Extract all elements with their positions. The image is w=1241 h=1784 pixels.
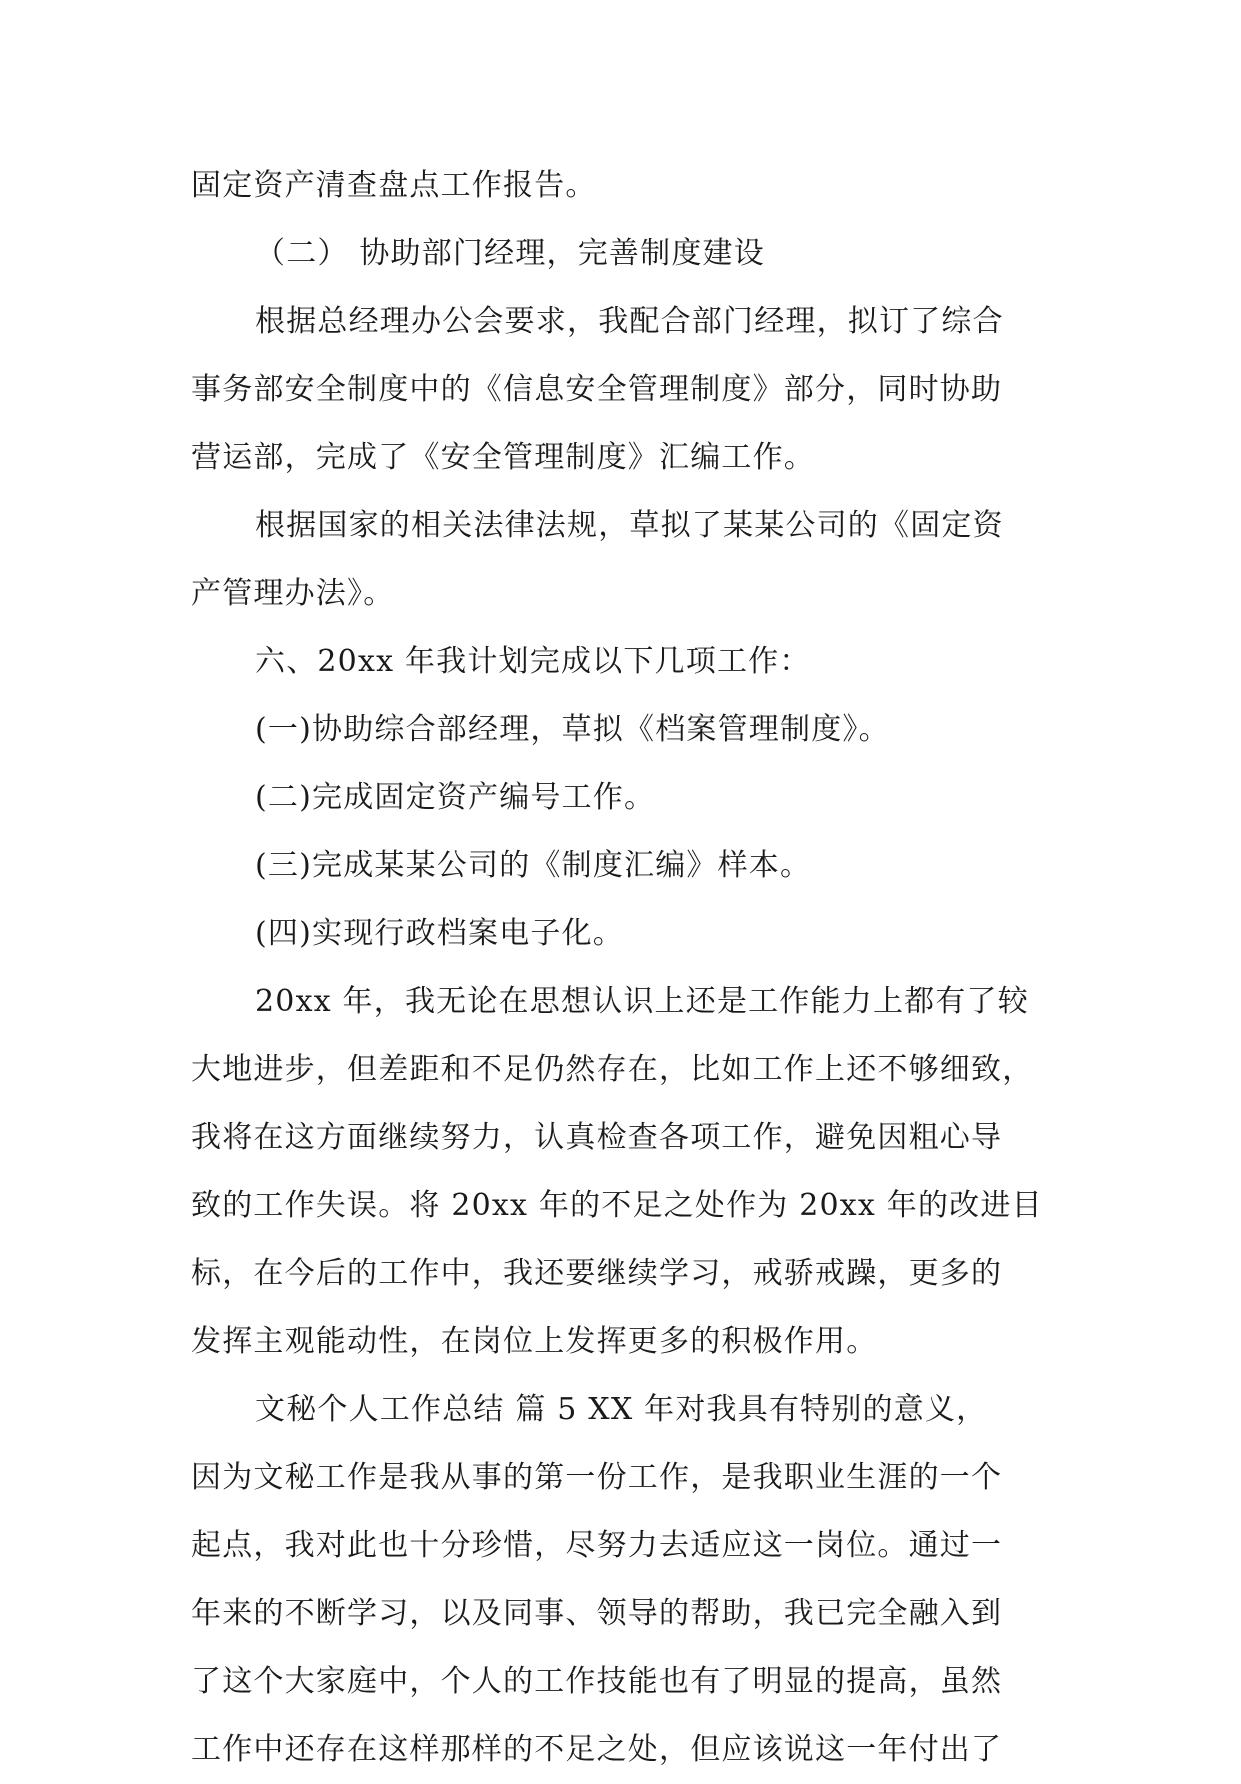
text-line: 标，在今后的工作中，我还要继续学习，戒骄戒躁，更多的: [191, 1256, 1003, 1291]
text-line: 我将在这方面继续努力，认真检查各项工作，避免因粗心导: [191, 1120, 1003, 1155]
text-line: 20xx 年，我无论在思想认识上还是工作能力上都有了较: [255, 984, 1029, 1019]
text-line: 工作中还存在这样那样的不足之处，但应该说这一年付出了: [191, 1732, 1003, 1767]
text-line: 营运部，完成了《安全管理制度》汇编工作。: [191, 440, 815, 475]
text-line: 六、20xx 年我计划完成以下几项工作：: [255, 644, 811, 679]
text-line: 大地进步，但差距和不足仍然存在，比如工作上还不够细致，: [191, 1052, 1034, 1087]
text-line: 致的工作失误。将 20xx 年的不足之处作为 20xx 年的改进目: [191, 1188, 1043, 1223]
text-line: (四)实现行政档案电子化。: [255, 916, 625, 951]
text-line: 了这个大家庭中，个人的工作技能也有了明显的提高，虽然: [191, 1664, 1003, 1699]
text-line: 发挥主观能动性，在岗位上发挥更多的积极作用。: [191, 1324, 878, 1359]
text-line: (三)完成某某公司的《制度汇编》样本。: [255, 848, 812, 883]
text-line: 年来的不断学习，以及同事、领导的帮助，我已完全融入到: [191, 1596, 1003, 1631]
text-line: （二） 协助部门经理，完善制度建设: [255, 236, 765, 271]
text-line: 起点，我对此也十分珍惜，尽努力去适应这一岗位。通过一: [191, 1528, 1003, 1563]
text-line: 固定资产清查盘点工作报告。: [191, 168, 597, 203]
text-line: 根据国家的相关法律法规，草拟了某某公司的《固定资: [255, 508, 1004, 543]
text-line: 因为文秘工作是我从事的第一份工作，是我职业生涯的一个: [191, 1460, 1003, 1495]
document-body: [191, 152, 1051, 1784]
text-line: 根据总经理办公会要求，我配合部门经理，拟订了综合: [255, 304, 1004, 339]
text-line: 产管理办法》。: [191, 576, 395, 611]
text-line: (二)完成固定资产编号工作。: [255, 780, 656, 815]
text-line: 文秘个人工作总结 篇 5 XX 年对我具有特别的意义，: [255, 1392, 988, 1427]
text-line: 事务部安全制度中的《信息安全管理制度》部分，同时协助: [191, 372, 1003, 407]
text-line: (一)协助综合部经理，草拟《档案管理制度》。: [255, 712, 890, 747]
